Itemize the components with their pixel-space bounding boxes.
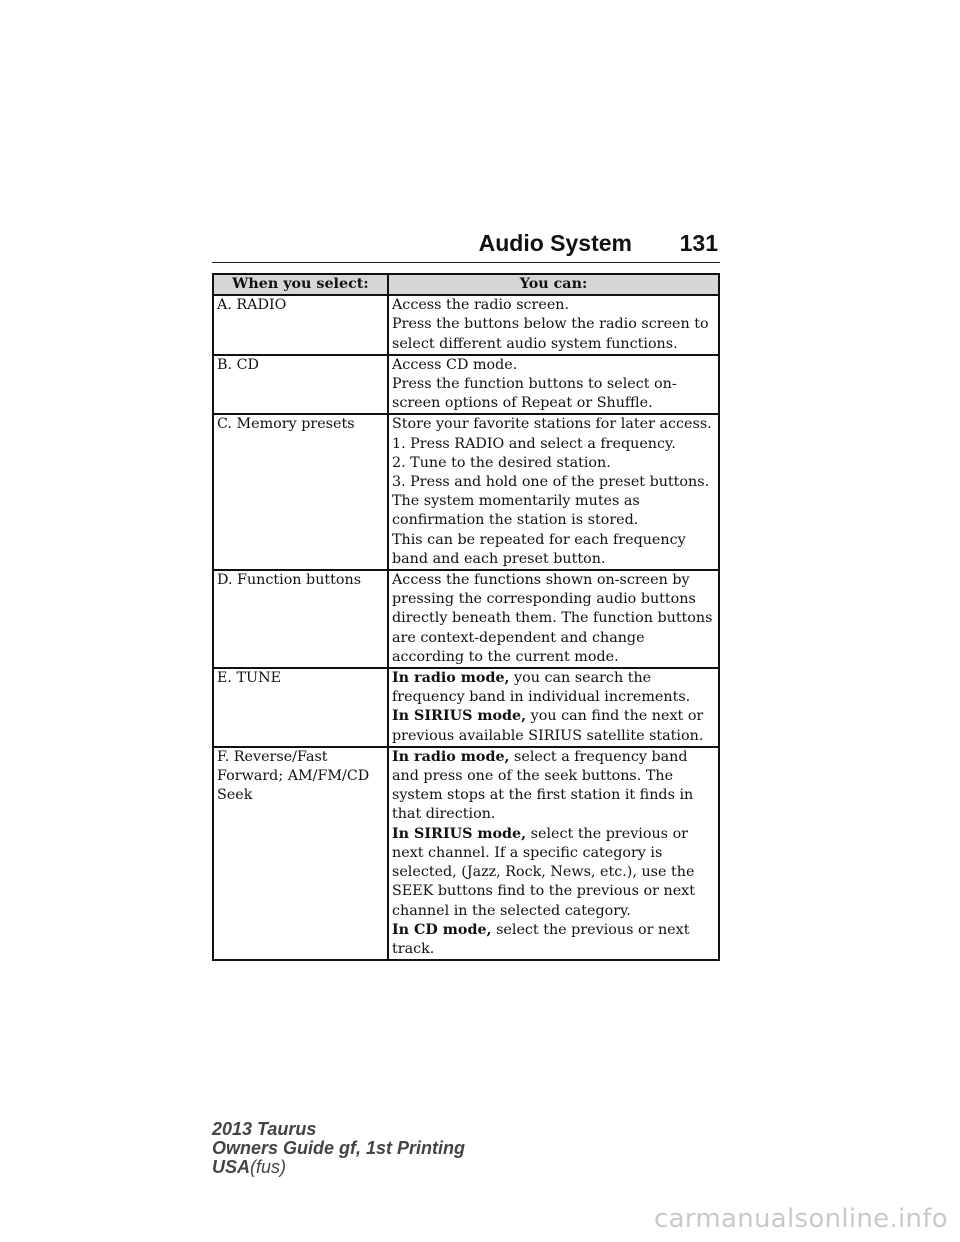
- description-line: 3. Press and hold one of the preset buttons. The system momentarily mutes as confirmation the station is stored.: [391, 474, 710, 529]
- row-select-tune: E. TUNE: [213, 668, 388, 747]
- row-description-radio: [388, 295, 719, 355]
- site-watermark: carmanualsonline.info: [653, 1204, 948, 1234]
- row-description-tune: [388, 668, 719, 747]
- table-row: [213, 570, 719, 668]
- row-select-seek: F. Reverse/Fast Forward; AM/FM/CD Seek: [213, 747, 388, 960]
- row-description-memory-presets: [388, 414, 719, 570]
- description-line: Access the radio screen.: [391, 297, 570, 314]
- footer-edition: Owners Guide gf, 1st Printing: [212, 1138, 466, 1158]
- column-header-select: When you select:: [213, 274, 388, 295]
- description-line: 1. Press RADIO and select a frequency.: [391, 435, 676, 452]
- table-header-row: [213, 274, 719, 295]
- audio-controls-table: [212, 273, 720, 961]
- description-line: Press the buttons below the radio screen to select different audio system functions.: [391, 316, 709, 352]
- table-row: [213, 668, 719, 747]
- table-row: [213, 747, 719, 960]
- description-line: Access CD mode.: [391, 356, 518, 373]
- description-line: In CD mode, select the previous or next track.: [391, 921, 690, 957]
- row-description-seek: [388, 747, 719, 960]
- section-title: Audio System: [478, 230, 632, 256]
- description-line: 2. Tune to the desired station.: [391, 454, 611, 471]
- table-row: [213, 355, 719, 415]
- page-header: [212, 226, 720, 260]
- footer-region: USA(fus): [212, 1157, 287, 1177]
- footer-model: 2013 Taurus: [212, 1119, 317, 1139]
- print-footer: [212, 1120, 465, 1177]
- description-line: In SIRIUS mode, select the previous or next channel. If a specific category is selected, (Jazz, Rock, News, etc.), use the SEEK buttons find to the previous or next channel in the selected category.: [391, 825, 695, 919]
- description-line: In radio mode, you can search the frequency band in individual increments.: [391, 670, 691, 706]
- row-select-cd: B. CD: [213, 355, 388, 415]
- page-number: 131: [679, 230, 718, 256]
- description-line: Access the functions shown on-screen by pressing the corresponding audio buttons directly beneath them. The function buttons are context-dependent and change according to the current mode.: [391, 572, 713, 665]
- row-select-radio: A. RADIO: [213, 295, 388, 355]
- table-row: [213, 414, 719, 570]
- description-line: Store your favorite stations for later access.: [391, 416, 712, 433]
- row-description-cd: [388, 355, 719, 415]
- header-divider: [212, 262, 720, 263]
- description-line: Press the function buttons to select on-screen options of Repeat or Shuffle.: [391, 376, 677, 412]
- row-description-function-buttons: [388, 570, 719, 668]
- column-header-can: You can:: [388, 274, 719, 295]
- description-line: This can be repeated for each frequency band and each preset button.: [391, 531, 686, 567]
- description-line: In radio mode, select a frequency band and press one of the seek buttons. The system stops at the first station it finds in that direction.: [391, 748, 694, 823]
- description-line: In SIRIUS mode, you can find the next or previous available SIRIUS satellite station.: [391, 708, 704, 744]
- row-select-memory-presets: C. Memory presets: [213, 414, 388, 570]
- row-select-function-buttons: D. Function buttons: [213, 570, 388, 668]
- table-row: [213, 295, 719, 355]
